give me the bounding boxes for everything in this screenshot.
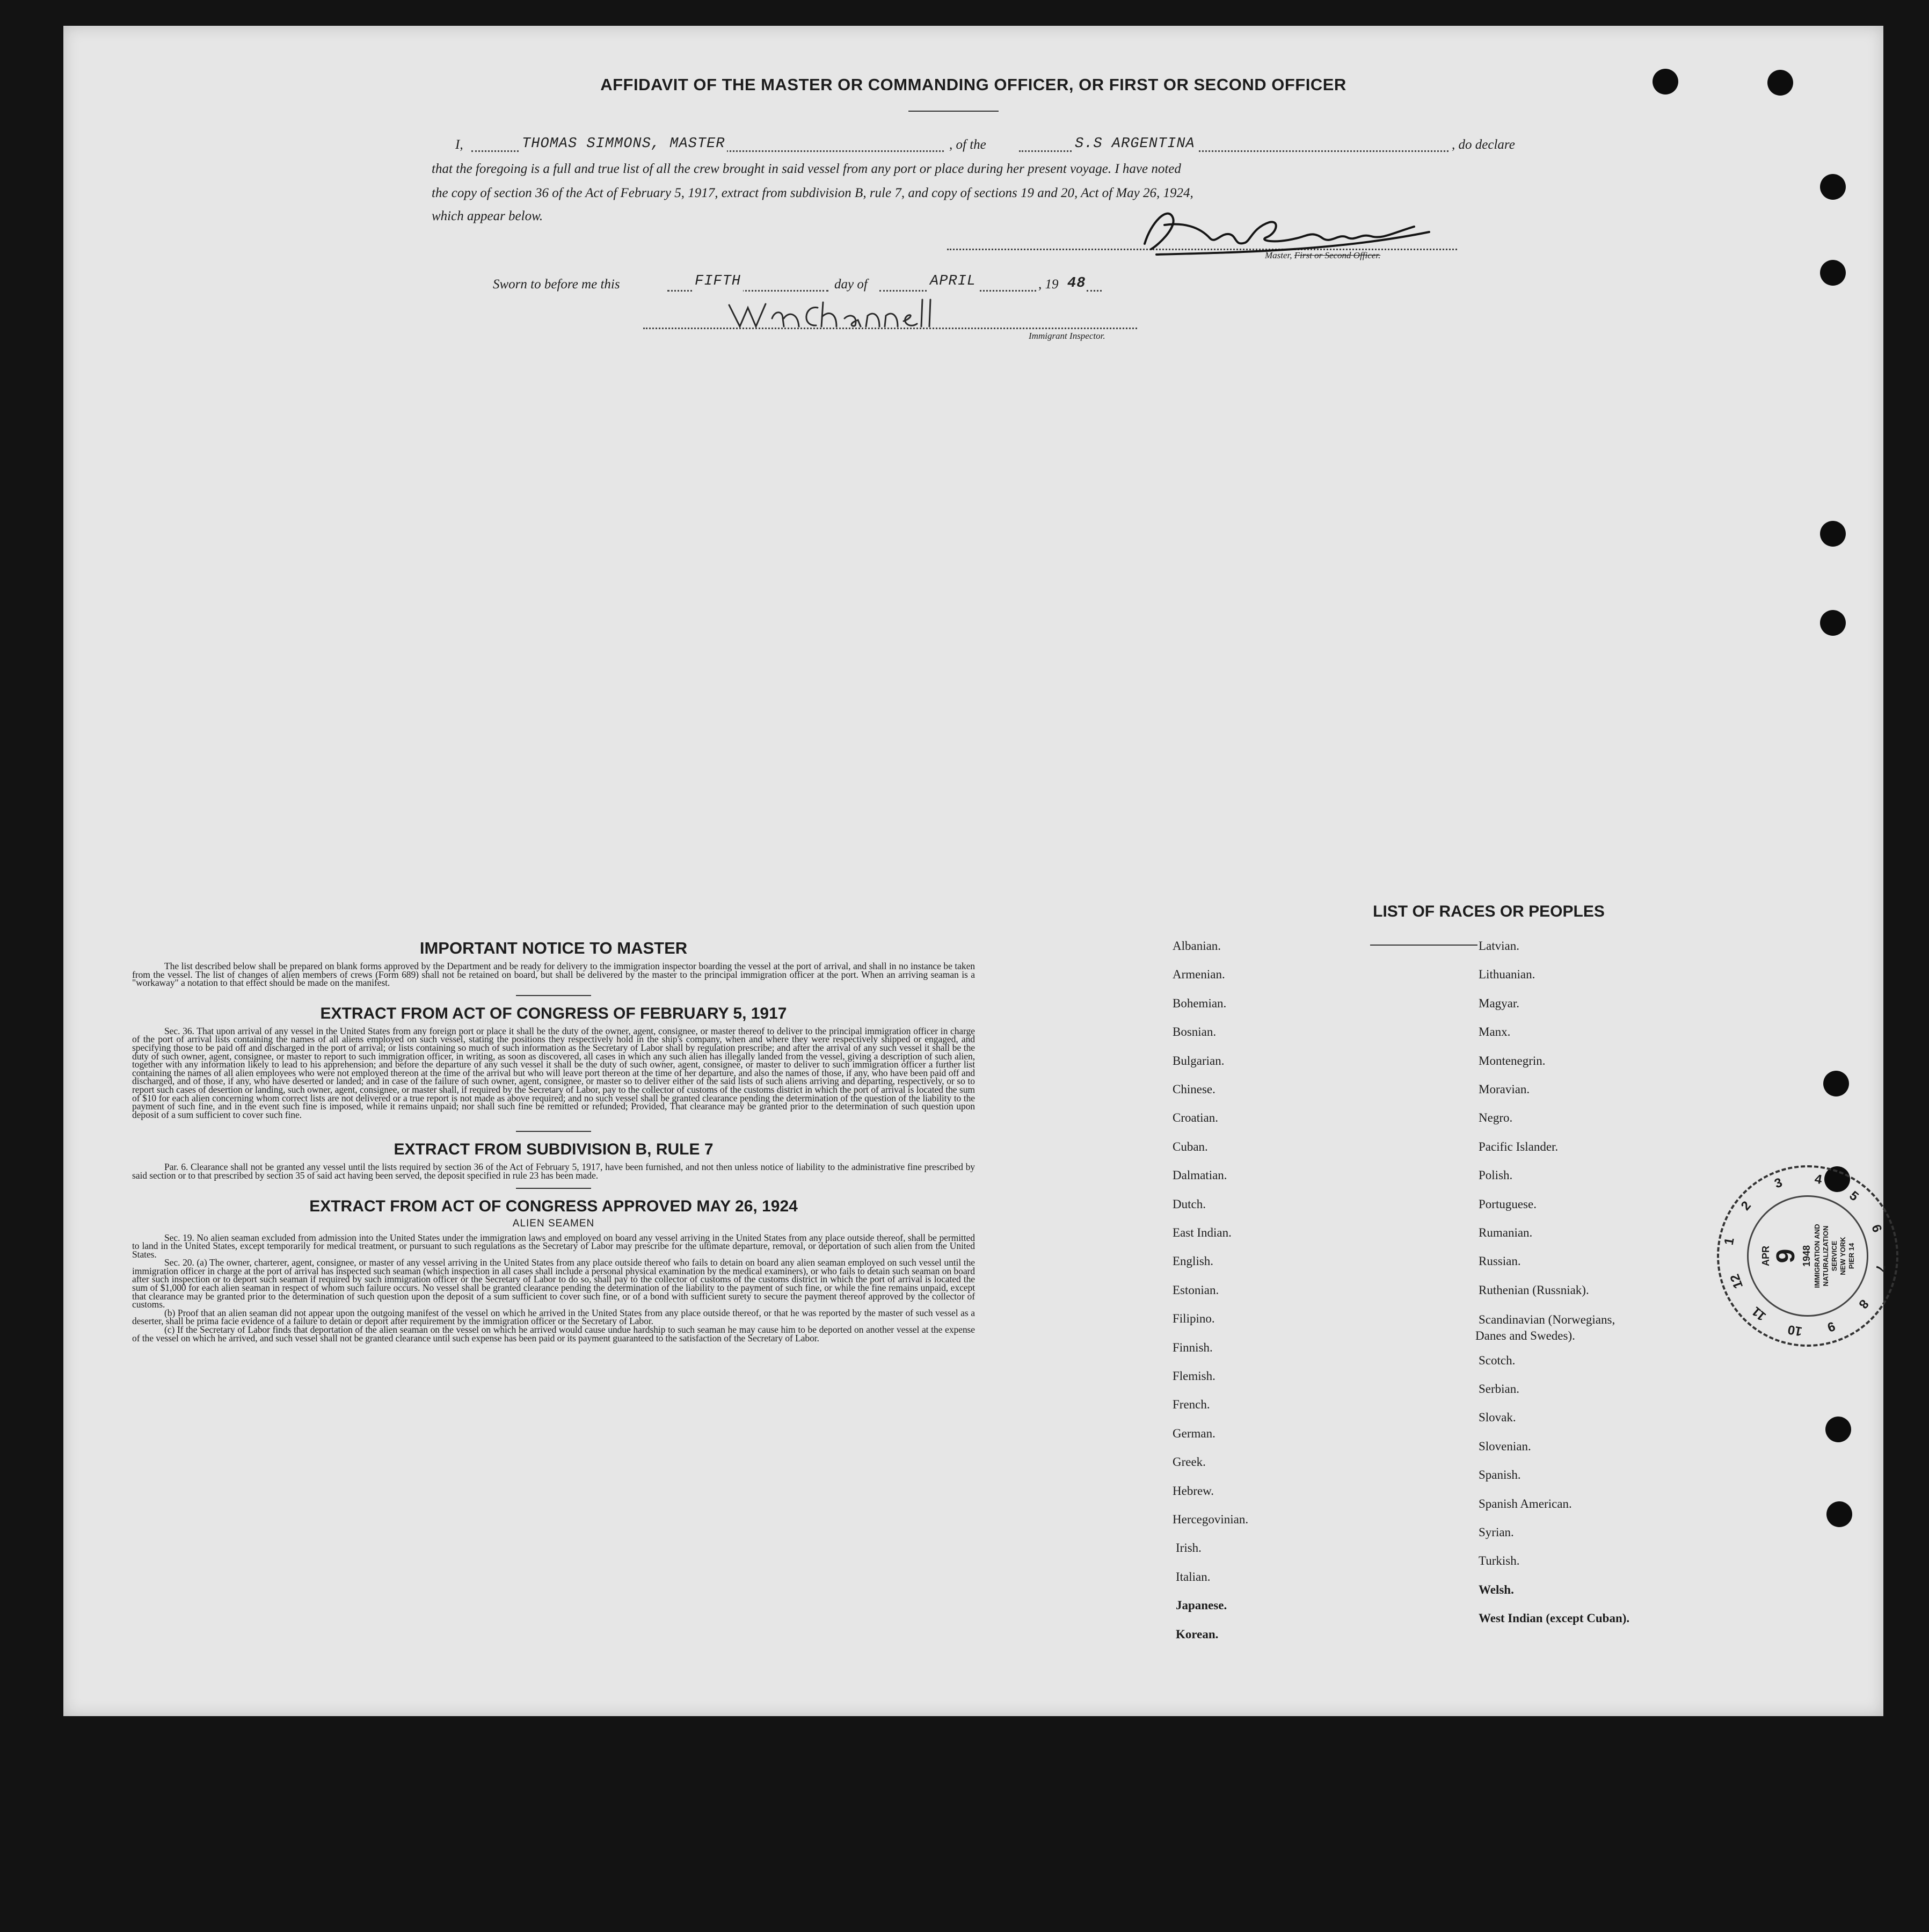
day-of-label: day of: [834, 277, 868, 292]
race-item: Russian.: [1479, 1254, 1521, 1268]
race-item: Scandinavian (Norwegians,: [1479, 1313, 1615, 1327]
master-caption-struck: First or Second Officer.: [1294, 250, 1381, 260]
sworn-line: [493, 273, 1244, 296]
receipt-stamp: [1717, 1165, 1898, 1347]
year-suffix-value: 48: [1067, 275, 1086, 292]
race-item: Magyar.: [1479, 996, 1520, 1010]
notice-body: The list described below shall be prepared on blank forms approved by the Department and be ready for delivery to the immigration inspector boarding the vessel at the port of arrival, and shall in no instance be taken from the vessel. The list of changes of alien members of crews (Form 689) shall not be retained on board, but shall be delivered by the master to the principal immigration officer at the port. When an arriving seaman is a "workaway" a notation to that effect should be made on the manifest.: [132, 961, 975, 989]
race-item: Italian.: [1176, 1570, 1211, 1584]
section-divider: [516, 1188, 591, 1189]
race-item: Finnish.: [1173, 1340, 1213, 1354]
race-item: Ruthenian (Russniak).: [1479, 1283, 1589, 1297]
stamp-month: APR: [1760, 1246, 1771, 1267]
extract1-title: EXTRACT FROM ACT OF CONGRESS OF FEBRUARY 5, 1917: [320, 1004, 787, 1022]
notice-title: IMPORTANT NOTICE TO MASTER: [419, 939, 688, 957]
race-item: Spanish American.: [1479, 1497, 1572, 1510]
stamp-digit: 3: [1773, 1175, 1785, 1192]
sec20a-body: Sec. 20. (a) The owner, charterer, agent, consignee, or master of any vessel arriving in the United States from any place outside thereof who fails to detain on board any alien seaman employed on such vessel until the immigration officer in charge at the port of arrival has inspected such seaman (which inspection in all cases shall include a personal physical examination by the medical examiners), or who fails to detain such seaman on board after such inspection or to deport such seaman if required by such immigration officer or the Secretary of Labor to do so, shall pay to the collector of customs of the customs district in which the port of arrival is located the sum of $1,000 for each alien seaman in respect of whom such failure occurs. No vessel shall be granted clearance pending the determination of the liability to the payment of such fine, or while the fine remains unpaid, except that clearance may be granted prior to the determination of such question upon the deposit of a sum sufficient to cover such fine, or of a bond with sufficient surety to secure the payment thereof approved by the collector of customs.: [132, 1257, 975, 1310]
race-item: Albanian.: [1173, 939, 1221, 953]
dots: [1087, 290, 1102, 292]
sec19-body: Sec. 19. No alien seaman excluded from admission into the United States under the immigration laws and employed on board any vessel arriving in the United States from any place outside thereof, shall be permitted to land in the United States, except temporarily for medical treatment, or pursuant to such regulations as the Secretary of Labor may prescribe for the ultimate departure, removal, or deportation of such alien from the United States.: [132, 1232, 975, 1260]
sworn-day-value: FIFTH: [693, 270, 743, 293]
i-label: I,: [455, 137, 463, 152]
master-caption-master: Master,: [1265, 250, 1292, 260]
race-item: Dutch.: [1173, 1197, 1206, 1211]
extract1-body: Sec. 36. That upon arrival of any vessel in the United States from any foreign port or place it shall be the duty of the owner, agent, consignee, or master thereof to deliver to the principal immigration officer in charge of the port of arrival lists containing the names of all aliens employed on such vessel, stating the positions they respectively hold in the ship's company, when and where they were respectively shipped or engaged, and specifying those to be paid off and discharged in the port of arrival; or lists containing so much of such information as the Secretary of Labor shall by regulation prescribe; and after the arrival of any such vessel it shall be the duty of such owner, agent, consignee, or master to report to such immigration officer, in writing, as soon as discovered, all cases in which any such alien has illegally landed from the vessel, giving a description of such alien, together with any information likely to lead to his apprehension; and before the departure of any such vessel it shall be the duty of such owner, agent, consignee, or master to deliver to such immigration officer a further list containing the names of all alien employees who were not employed thereon at the time of the arrival but who will leave port thereon at the time of her departure, and also the names of those, if any, who have been paid off and discharged, and of those, if any, who have deserted or landed; and in case of the failure of such owner, agent, consignee, or master so to deliver either of the said lists of such aliens arriving and departing, respectively, or so to report such cases of desertion or landing, such owner, agent, consignee, or master shall, if required by the Secretary of Labor, pay to the collector of customs of the customs district in which the port of arrival is located the sum of $10 for each alien concerning whom correct lists are not delivered or a true report is not made as above required; and no such vessel shall be granted clearance pending the determination of the question of the liability to the payment of such fine, and in the event such fine is imposed, while it remains unpaid; nor shall such fine be remitted or refunded; Provided, That clearance may be granted prior to the determination of such question upon deposit of a sum sufficient to cover such fine.: [132, 1025, 975, 1120]
punch-hole: [1825, 1417, 1851, 1442]
race-item: Pacific Islander.: [1479, 1139, 1559, 1153]
extract2-body: Par. 6. Clearance shall not be granted any vessel until the lists required by section 36 of the Act of February 5, 1917, have been furnished, and not then unless notice of liability to the administrative fine prescribed by said section or to that prescribed by section 35 of said act having been served, the deposit specified in rule 23 has been made.: [132, 1161, 975, 1181]
race-item: Hercegovinian.: [1173, 1513, 1249, 1526]
races-title-rule: [1370, 945, 1477, 946]
race-item: Turkish.: [1479, 1554, 1520, 1568]
race-item: Hebrew.: [1173, 1484, 1214, 1498]
race-item: West Indian (except Cuban).: [1479, 1611, 1630, 1625]
stamp-year: 1948: [1801, 1245, 1812, 1267]
manifest-sheet: [63, 26, 1888, 1716]
race-item: Flemish.: [1173, 1369, 1215, 1383]
declare-label: , do declare: [1452, 137, 1515, 152]
title-rule: [908, 111, 999, 112]
stamp-digit: 1: [1721, 1237, 1737, 1247]
stamp-line-1: IMMIGRATION AND: [1813, 1224, 1821, 1288]
punch-hole: [1823, 1071, 1849, 1096]
affidavit-line-1: [455, 133, 1545, 157]
stamp-digit: 4: [1813, 1172, 1823, 1188]
race-item: Portuguese.: [1479, 1197, 1537, 1211]
race-item: Filipino.: [1173, 1312, 1215, 1326]
race-item: Bohemian.: [1173, 996, 1227, 1010]
sec20c-body: (c) If the Secretary of Labor finds that deportation of the alien seaman on the vessel on which he arrived would cause undue hardship to such seaman he may cause him to be deported on another vessel at the expense of the vessel on which he arrived, and such vessel shall not be granted clearance until such expense has been paid or its payment guaranteed to the satisfaction of the Secretary of Labor.: [132, 1324, 975, 1343]
vessel-name-value: S.S ARGENTINA: [1073, 132, 1197, 156]
sworn-month-value: APRIL: [928, 270, 978, 293]
stamp-digit: 11: [1749, 1303, 1769, 1324]
stamp-digit: 10: [1787, 1321, 1804, 1339]
race-item: Manx.: [1479, 1025, 1511, 1039]
race-item: Scotch.: [1479, 1353, 1516, 1367]
section-divider: [516, 1131, 591, 1132]
race-item: Spanish.: [1479, 1468, 1521, 1482]
master-name-value: THOMAS SIMMONS, MASTER: [520, 132, 727, 156]
stamp-line-3: SERVICE: [1830, 1240, 1838, 1272]
race-item: Estonian.: [1173, 1283, 1219, 1297]
extract3-subtitle: ALIEN SEAMEN: [512, 1217, 595, 1229]
punch-hole: [1820, 610, 1846, 636]
extract2-title: EXTRACT FROM SUBDIVISION B, RULE 7: [394, 1141, 714, 1159]
stamp-digit: 7: [1872, 1263, 1888, 1273]
race-item: Serbian.: [1479, 1382, 1520, 1396]
inspector-caption: Immigrant Inspector.: [1029, 331, 1105, 341]
race-item: English.: [1173, 1254, 1214, 1268]
race-item: Welsh.: [1479, 1582, 1514, 1596]
stamp-digit: 6: [1868, 1223, 1885, 1235]
sworn-label: Sworn to before me this: [493, 277, 620, 292]
stamp-day: 9: [1772, 1248, 1800, 1263]
race-item: Japanese.: [1176, 1599, 1227, 1613]
race-item: Rumanian.: [1479, 1226, 1533, 1239]
dots: [667, 290, 828, 292]
sec20b-body: (b) Proof that an alien seaman did not appear upon the outgoing manifest of the vessel on which he arrived in the United States from any place outside thereof, or that he was reported by the master of such vessel as a deserter, shall be prima facie evidence of a failure to detain or deport after requirement by the immigration officer or the Secretary of Labor.: [132, 1307, 975, 1327]
stamp-line-2: NATURALIZATION: [1822, 1225, 1830, 1287]
race-item: German.: [1173, 1426, 1215, 1440]
race-item: Montenegrin.: [1479, 1054, 1546, 1067]
stamp-digit: 8: [1855, 1296, 1872, 1312]
stamp-digit: 12: [1727, 1272, 1746, 1290]
affidavit-title: AFFIDAVIT OF THE MASTER OR COMMANDING OFFICER, OR FIRST OR SECOND OFFICER: [600, 75, 1346, 94]
inspector-signature: [724, 294, 949, 337]
race-item: Bulgarian.: [1173, 1054, 1225, 1067]
stamp-line-4: NEW YORK: [1839, 1237, 1847, 1275]
section-divider: [516, 995, 591, 996]
race-item: Chinese.: [1173, 1083, 1215, 1096]
stamp-digit: 2: [1738, 1198, 1755, 1214]
year-prefix: , 19: [1038, 277, 1059, 292]
race-item: Slovak.: [1479, 1411, 1516, 1425]
race-item: Syrian.: [1479, 1526, 1514, 1539]
race-item: Greek.: [1173, 1455, 1206, 1469]
race-item: Dalmatian.: [1173, 1168, 1227, 1182]
race-item: Irish.: [1176, 1541, 1202, 1555]
race-item: Bosnian.: [1173, 1025, 1217, 1039]
race-item: Polish.: [1479, 1168, 1513, 1182]
race-item: Armenian.: [1173, 968, 1225, 982]
race-item: Moravian.: [1479, 1083, 1530, 1096]
extract3-title: EXTRACT FROM ACT OF CONGRESS APPROVED MAY 26, 1924: [309, 1197, 798, 1215]
master-caption: [1265, 250, 1380, 261]
affidavit-line-2: that the foregoing is a full and true list of all the crew brought in said vessel from any port or place during her present voyage. I have noted: [432, 162, 1181, 176]
race-item: Cuban.: [1173, 1139, 1208, 1153]
stamp-digit: 5: [1846, 1188, 1862, 1204]
notice-section: [132, 939, 975, 1342]
punch-hole: [1820, 521, 1846, 547]
race-item: Latvian.: [1479, 939, 1519, 953]
race-item: Negro.: [1479, 1111, 1513, 1125]
races-title: LIST OF RACES OR PEOPLES: [1373, 903, 1605, 920]
race-item: Danes and Swedes).: [1475, 1329, 1575, 1343]
stamp-digit: 9: [1825, 1318, 1837, 1335]
race-item: Korean.: [1176, 1627, 1219, 1641]
race-item: French.: [1173, 1398, 1210, 1412]
race-item: Lithuanian.: [1479, 968, 1535, 982]
punch-hole: [1826, 1501, 1852, 1527]
race-item: Slovenian.: [1479, 1439, 1531, 1453]
stamp-line-5: PIER 14: [1847, 1243, 1855, 1269]
punch-hole: [1820, 260, 1846, 286]
affidavit-line-3: the copy of section 36 of the Act of February 5, 1917, extract from subdivision B, rule 7, and copy of sections 19 and 20, Act of May 26, 1924,: [432, 186, 1193, 200]
punch-hole: [1820, 174, 1846, 200]
race-item: Croatian.: [1173, 1111, 1218, 1125]
affidavit-line-4: which appear below.: [432, 209, 543, 223]
race-item: East Indian.: [1173, 1226, 1232, 1239]
stamp-center: [1747, 1195, 1868, 1317]
of-the-label: , of the: [949, 137, 986, 152]
